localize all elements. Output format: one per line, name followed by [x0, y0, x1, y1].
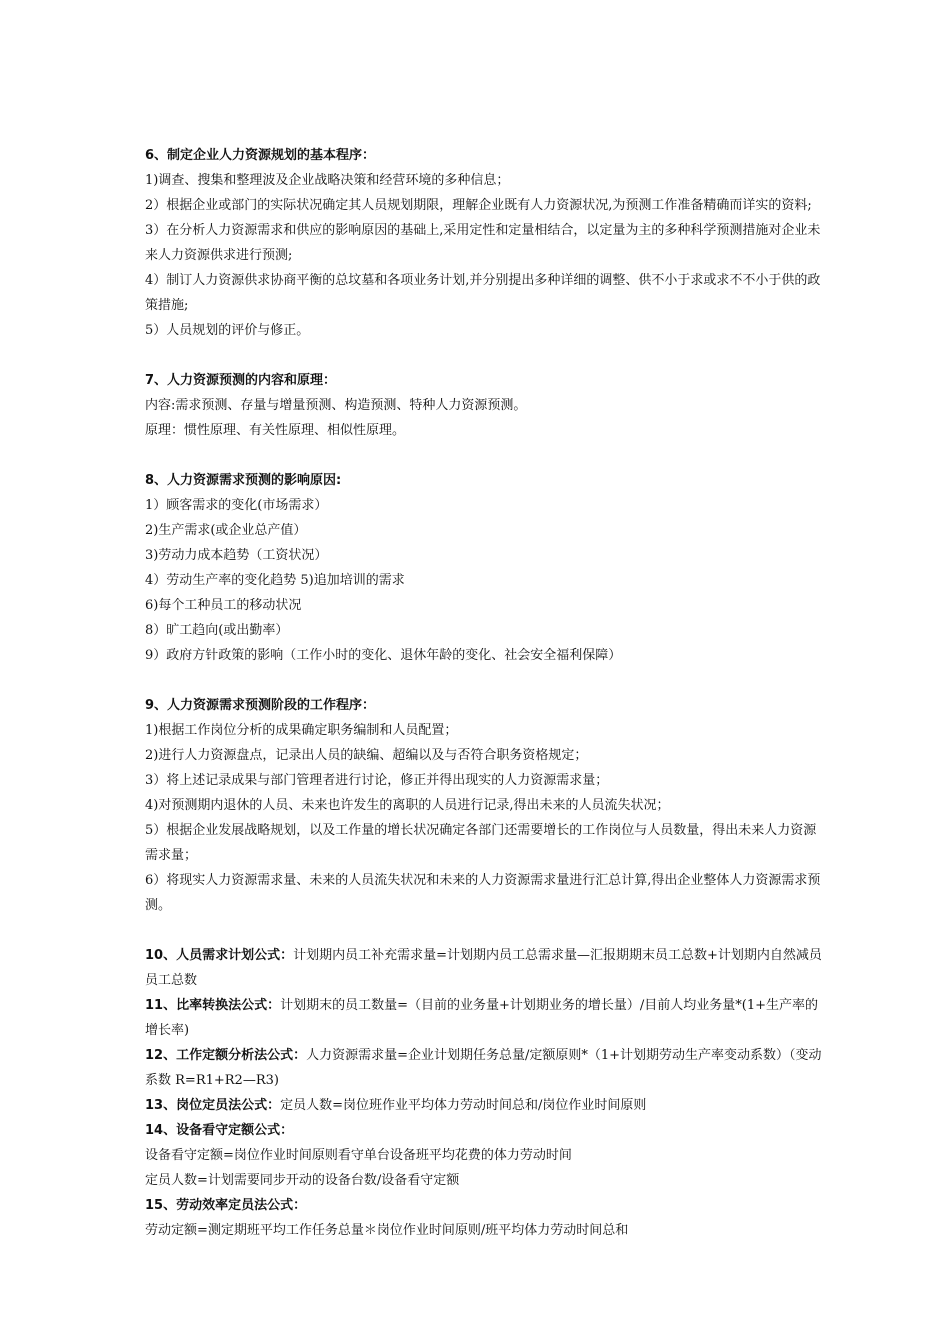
formula-label: 12、工作定额分析法公式：	[145, 1048, 307, 1063]
formula-text: 定员人数=计划需要同步开动的设备台数/设备看守定额	[145, 1173, 460, 1188]
paragraph-line: 3）在分析人力资源需求和供应的影响原因的基础上,采用定性和定量相结合，以定量为主的多种科学预测措施对企业未来人力资源供求进行预测;	[145, 223, 821, 263]
paragraph-line: 3）将上述记录成果与部门管理者进行讨论，修正并得出现实的人力资源需求量；	[145, 773, 609, 788]
formula-line	[145, 1143, 825, 1168]
paragraph-line: 3)劳动力成本趋势（工资状况）	[145, 548, 328, 563]
section-9	[145, 693, 825, 918]
formula-line	[145, 1193, 825, 1218]
paragraph-line: 4)对预测期内退休的人员、未来也许发生的离职的人员进行记录,得出未来的人员流失状况；	[145, 798, 670, 813]
paragraph-line: 5）根据企业发展战略规划，以及工作量的增长状况确定各部门还需要增长的工作岗位与人员数量，得出未来人力资源需求量；	[145, 823, 817, 863]
paragraph-line: 2)进行人力资源盘点，记录出人员的缺编、超编以及与否符合职务资格规定；	[145, 748, 588, 763]
formula-line	[145, 1218, 825, 1243]
paragraph-line: 1)根据工作岗位分析的成果确定职务编制和人员配置；	[145, 723, 458, 738]
section-heading: 6、制定企业人力资源规划的基本程序：	[145, 148, 376, 163]
section-8	[145, 468, 825, 668]
formula-line	[145, 1118, 825, 1143]
section-heading: 7、人力资源预测的内容和原理：	[145, 373, 337, 388]
document-page	[145, 143, 825, 1243]
formula-text: 人力资源需求量=企业计划期任务总量/定额原则*（1+计划期劳动生产率变动系数）（变动系数 R=R1+R2—R3)	[145, 1048, 822, 1088]
formula-text: 劳动定额=测定期班平均工作任务总量＊岗位作业时间原则/班平均体力劳动时间总和	[145, 1223, 629, 1238]
paragraph-line: 1）顾客需求的变化(市场需求）	[145, 498, 328, 513]
section-6	[145, 143, 825, 343]
formula-line	[145, 1093, 825, 1118]
formula-line	[145, 993, 825, 1043]
paragraph-line: 6）将现实人力资源需求量、未来的人员流失状况和未来的人力资源需求量进行汇总计算,得出企业整体人力资源需求预测。	[145, 873, 821, 913]
formula-text: 定员人数=岗位班作业平均体力劳动时间总和/岗位作业时间原则	[280, 1098, 647, 1113]
formula-text: 计划期内员工补充需求量=计划期内员工总需求量—汇报期期末员工总数+计划期内自然减员员工总数	[145, 948, 822, 988]
paragraph-line: 内容:需求预测、存量与增量预测、构造预测、特种人力资源预测。	[145, 398, 527, 413]
formula-label: 13、岗位定员法公式：	[145, 1098, 281, 1113]
formula-text: 计划期末的员工数量=（目前的业务量+计划期业务的增长量）/目前人均业务量*(1+生产率的增长率)	[145, 998, 818, 1038]
formula-line	[145, 1168, 825, 1193]
paragraph-line: 9）政府方针政策的影响（工作小时的变化、退休年龄的变化、社会安全福利保障）	[145, 648, 622, 663]
paragraph-line: 原理：惯性原理、有关性原理、相似性原理。	[145, 423, 406, 438]
formula-label: 11、比率转换法公式：	[145, 998, 281, 1013]
paragraph-line: 2）根据企业或部门的实际状况确定其人员规划期限，理解企业既有人力资源状况,为预测工作准备精确而详实的资料;	[145, 198, 812, 213]
section-heading: 8、人力资源需求预测的影响原因:	[145, 473, 342, 488]
formula-list	[145, 943, 825, 1243]
paragraph-line: 1)调查、搜集和整理波及企业战略决策和经营环境的多种信息；	[145, 173, 510, 188]
paragraph-line: 5）人员规划的评价与修正。	[145, 323, 310, 338]
paragraph-line: 2)生产需求(或企业总产值）	[145, 523, 307, 538]
formula-label: 10、人员需求计划公式：	[145, 948, 294, 963]
paragraph-line: 6)每个工种员工的移动状况	[145, 598, 302, 613]
formula-line	[145, 1043, 825, 1093]
formula-text: 设备看守定额=岗位作业时间原则看守单台设备班平均花费的体力劳动时间	[145, 1148, 572, 1163]
paragraph-line: 8）旷工趋向(或出勤率）	[145, 623, 289, 638]
section-heading: 9、人力资源需求预测阶段的工作程序：	[145, 698, 376, 713]
formula-line	[145, 943, 825, 993]
section-7	[145, 368, 825, 443]
paragraph-line: 4）制订人力资源供求协商平衡的总坟墓和各项业务计划,并分别提出多种详细的调整、供不小于求或求不不小于供的政策措施;	[145, 273, 821, 313]
paragraph-line: 4）劳动生产率的变化趋势 5)追加培训的需求	[145, 573, 405, 588]
formula-label: 15、劳动效率定员法公式：	[145, 1198, 307, 1213]
formula-label: 14、设备看守定额公式：	[145, 1123, 294, 1138]
